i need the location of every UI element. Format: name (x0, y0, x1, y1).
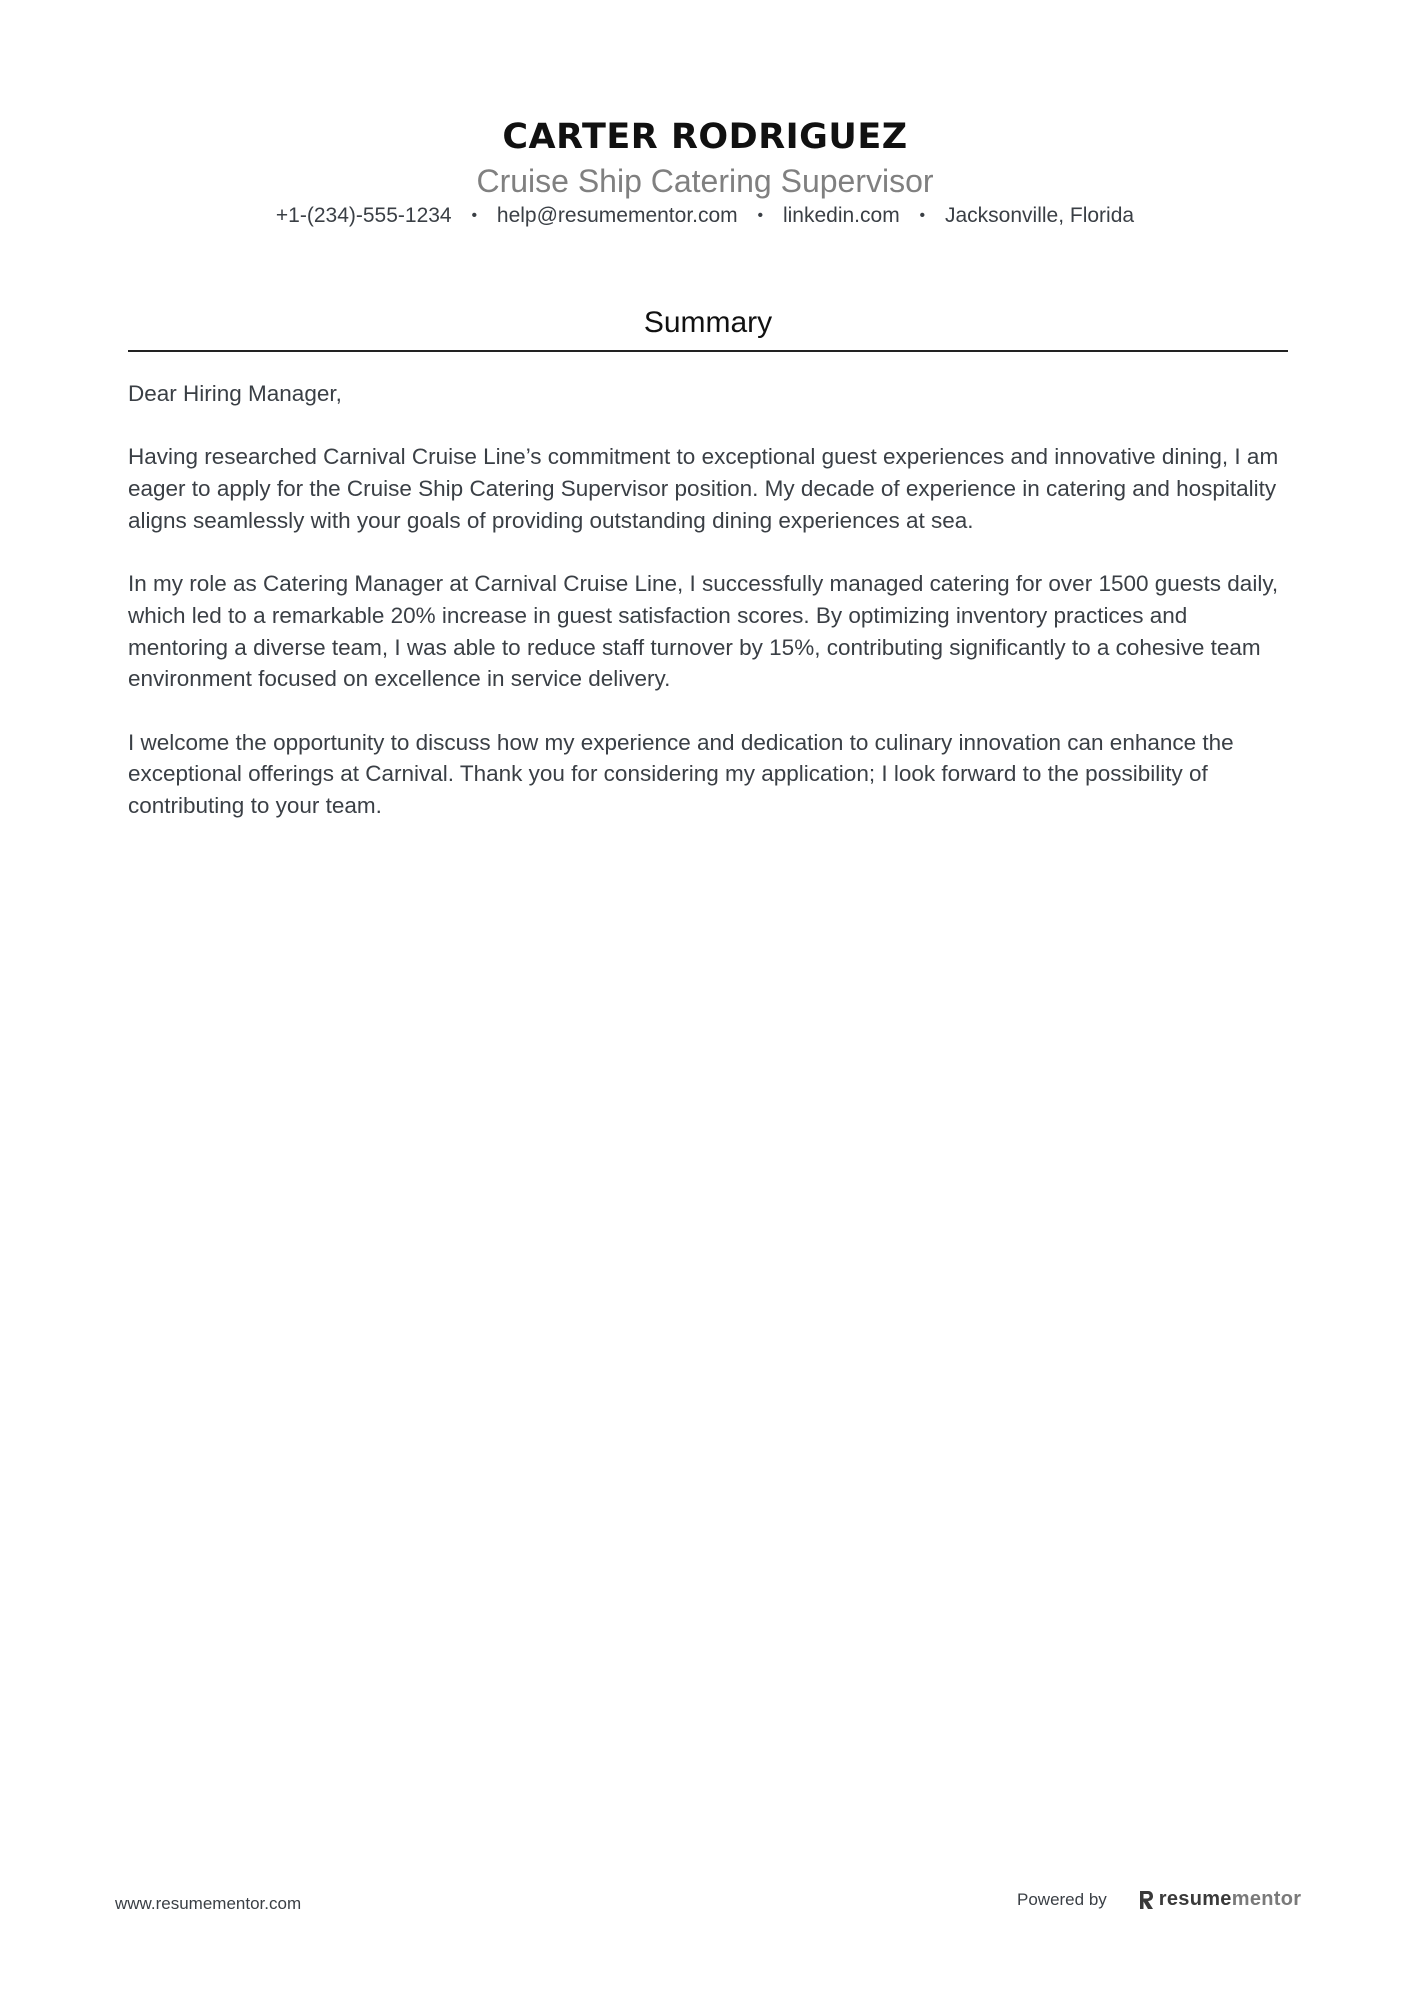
brand-wordmark-bold: resume (1158, 1888, 1232, 1910)
contact-separator: • (471, 207, 478, 224)
candidate-name: CARTER RODRIGUEZ (502, 117, 908, 157)
powered-by-label: Powered by (1017, 1889, 1107, 1909)
letter-paragraph: Having researched Carnival Cruise Line’s commitment to exceptional guest experiences and innovative dining, I am eager to apply for the Cruise Ship Catering Supervisor position. My decade of experience in catering and hospitality aligns seamlessly with your goals of providing outstanding dining experiences at sea. (128, 444, 1279, 533)
resumementor-logo-icon (1137, 1889, 1155, 1911)
contact-separator: • (757, 207, 764, 224)
footer-branding (1017, 1888, 1301, 1911)
contact-email: help@resumementor.com (496, 204, 738, 227)
brand-wordmark-light: mentor (1231, 1888, 1302, 1910)
contact-line (0, 200, 1410, 234)
letter-paragraph: I welcome the opportunity to discuss how my experience and dedication to culinary innovation can enhance the exceptional offerings at Carnival. Thank you for considering my application; I look forward to the possibility of contributing to your team. (128, 729, 1234, 819)
letter-greeting: Dear Hiring Manager, (128, 381, 342, 406)
footer-website: www.resumementor.com (115, 1894, 302, 1913)
letter-paragraph: In my role as Catering Manager at Carnival Cruise Line, I successfully managed catering for over 1500 guests daily, which led to a remarkable 20% increase in guest satisfaction scores. By optimizing inventory practices and mentoring a diverse team, I was able to reduce staff turnover by 15%, contributing significantly to a cohesive team environment focused on excellence in service delivery. (128, 571, 1279, 692)
section-title-summary: Summary (643, 306, 773, 339)
contact-location: Jacksonville, Florida (945, 204, 1135, 227)
cover-letter-body (128, 378, 1288, 853)
section-divider (128, 350, 1288, 352)
contact-phone: +1-(234)-555-1234 (275, 204, 452, 227)
contact-linkedin: linkedin.com (782, 204, 900, 227)
job-title: Cruise Ship Catering Supervisor (476, 163, 934, 199)
resume-header (0, 112, 1410, 234)
brand-wordmark (1159, 1888, 1302, 1911)
contact-separator: • (919, 207, 926, 224)
